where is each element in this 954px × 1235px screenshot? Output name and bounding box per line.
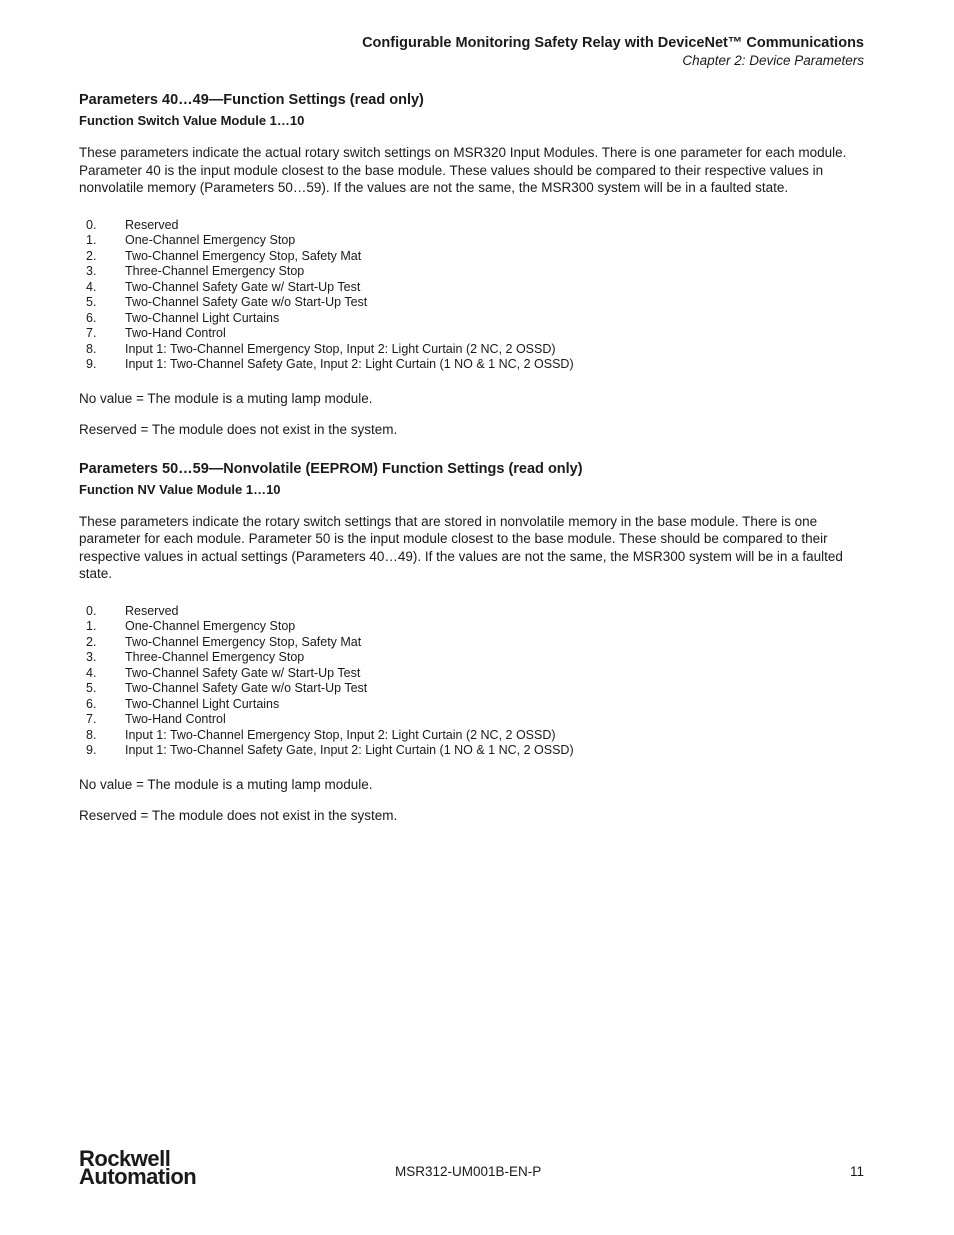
list-item <box>79 280 869 296</box>
option-number: 8. <box>86 341 97 356</box>
section-paragraph: These parameters indicate the actual rotary switch settings on MSR320 Input Modules. There is one parameter for each module. Parameter 40 is the input module closest to the base module. These values should be compared to their respective values in nonvolatile memory (Parameters 50…59). If the values are not the same, the MSR300 system will be in a faulted state. <box>79 145 847 195</box>
option-label: Two-Channel Light Curtains <box>125 310 280 325</box>
list-item <box>79 342 869 358</box>
list-item <box>79 604 869 620</box>
list-item <box>79 295 869 311</box>
option-number: 1. <box>86 233 97 247</box>
option-number: 6. <box>86 310 97 325</box>
note-no-value: No value = The module is a muting lamp module. <box>79 776 373 792</box>
option-number: 1. <box>86 619 97 633</box>
chapter-title: Chapter 2: Device Parameters <box>682 53 864 68</box>
rockwell-automation-logo <box>79 1146 197 1189</box>
option-label: Two-Channel Emergency Stop, Safety Mat <box>125 248 362 263</box>
option-label: Three-Channel Emergency Stop <box>125 264 305 278</box>
note-no-value: No value = The module is a muting lamp module. <box>79 390 373 406</box>
option-number: 6. <box>86 696 97 711</box>
section-subtitle: Function Switch Value Module 1…10 <box>79 113 305 128</box>
list-item <box>79 311 869 327</box>
list-item <box>79 218 869 234</box>
option-number: 3. <box>86 650 97 664</box>
option-label: Input 1: Two-Channel Safety Gate, Input 2: Light Curtain (1 NO & 1 NC, 2 OSSD) <box>125 357 574 371</box>
option-number: 0. <box>86 217 97 232</box>
option-label: Two-Channel Safety Gate w/o Start-Up Test <box>125 681 368 695</box>
list-item <box>79 743 869 759</box>
option-label: Two-Channel Safety Gate w/ Start-Up Test <box>125 279 361 294</box>
section-function-settings <box>79 91 869 438</box>
section-subtitle: Function NV Value Module 1…10 <box>79 481 281 497</box>
page-content <box>79 91 869 846</box>
list-item <box>79 326 869 342</box>
option-number: 4. <box>86 665 97 680</box>
option-number: 7. <box>86 712 97 726</box>
option-number: 5. <box>86 295 97 309</box>
list-item <box>79 357 869 373</box>
option-label: Two-Channel Emergency Stop, Safety Mat <box>125 634 362 649</box>
list-item <box>79 264 869 280</box>
section-title: Parameters 40…49—Function Settings (read only) <box>79 92 424 108</box>
option-number: 5. <box>86 681 97 695</box>
list-item <box>79 697 869 713</box>
list-item <box>79 619 869 635</box>
option-label: One-Channel Emergency Stop <box>125 619 296 633</box>
option-label: Reserved <box>125 603 179 618</box>
option-number: 3. <box>86 264 97 278</box>
option-label: Three-Channel Emergency Stop <box>125 650 305 664</box>
document-title: Configurable Monitoring Safety Relay with DeviceNet™ Communications <box>362 35 864 51</box>
option-number: 2. <box>86 634 97 649</box>
option-label: Two-Hand Control <box>125 326 226 340</box>
list-item <box>79 650 869 666</box>
logo-line-1: Rockwell <box>79 1146 171 1171</box>
option-label: Input 1: Two-Channel Safety Gate, Input 2: Light Curtain (1 NO & 1 NC, 2 OSSD) <box>125 743 574 757</box>
running-header <box>362 35 864 69</box>
option-number: 7. <box>86 326 97 340</box>
section-title: Parameters 50…59—Nonvolatile (EEPROM) Function Settings (read only) <box>79 460 583 477</box>
list-item <box>79 666 869 682</box>
option-label: Two-Channel Safety Gate w/o Start-Up Test <box>125 295 368 309</box>
option-label: Two-Channel Safety Gate w/ Start-Up Test <box>125 665 361 680</box>
section-paragraph: These parameters indicate the rotary switch settings that are stored in nonvolatile memory in the base module. There is one parameter for each module. Parameter 50 is the input module closest to the base module. These should be compared to their respective values in actual settings (Parameters 40…49). If the values are not the same, the MSR300 system will be in a faulted state. <box>79 513 843 581</box>
list-item <box>79 233 869 249</box>
option-number: 4. <box>86 279 97 294</box>
option-list <box>79 604 869 759</box>
option-list <box>79 218 869 373</box>
section-nv-function-settings <box>79 460 869 824</box>
option-label: Input 1: Two-Channel Emergency Stop, Input 2: Light Curtain (2 NC, 2 OSSD) <box>125 727 556 742</box>
list-item <box>79 681 869 697</box>
option-number: 9. <box>86 357 97 371</box>
page-number: 11 <box>849 1164 864 1179</box>
option-label: Reserved <box>125 217 179 232</box>
option-number: 9. <box>86 743 97 757</box>
option-number: 0. <box>86 603 97 618</box>
document-number: MSR312-UM001B-EN-P <box>395 1164 542 1179</box>
option-label: One-Channel Emergency Stop <box>125 233 296 247</box>
option-number: 2. <box>86 248 97 263</box>
option-label: Two-Channel Light Curtains <box>125 696 280 711</box>
option-number: 8. <box>86 727 97 742</box>
note-reserved: Reserved = The module does not exist in the system. <box>79 421 398 437</box>
list-item <box>79 728 869 744</box>
logo-line-2: Automation <box>79 1164 197 1189</box>
option-label: Input 1: Two-Channel Emergency Stop, Input 2: Light Curtain (2 NC, 2 OSSD) <box>125 341 556 356</box>
note-reserved: Reserved = The module does not exist in the system. <box>79 807 398 823</box>
option-label: Two-Hand Control <box>125 712 226 726</box>
list-item <box>79 635 869 651</box>
list-item <box>79 249 869 265</box>
list-item <box>79 712 869 728</box>
